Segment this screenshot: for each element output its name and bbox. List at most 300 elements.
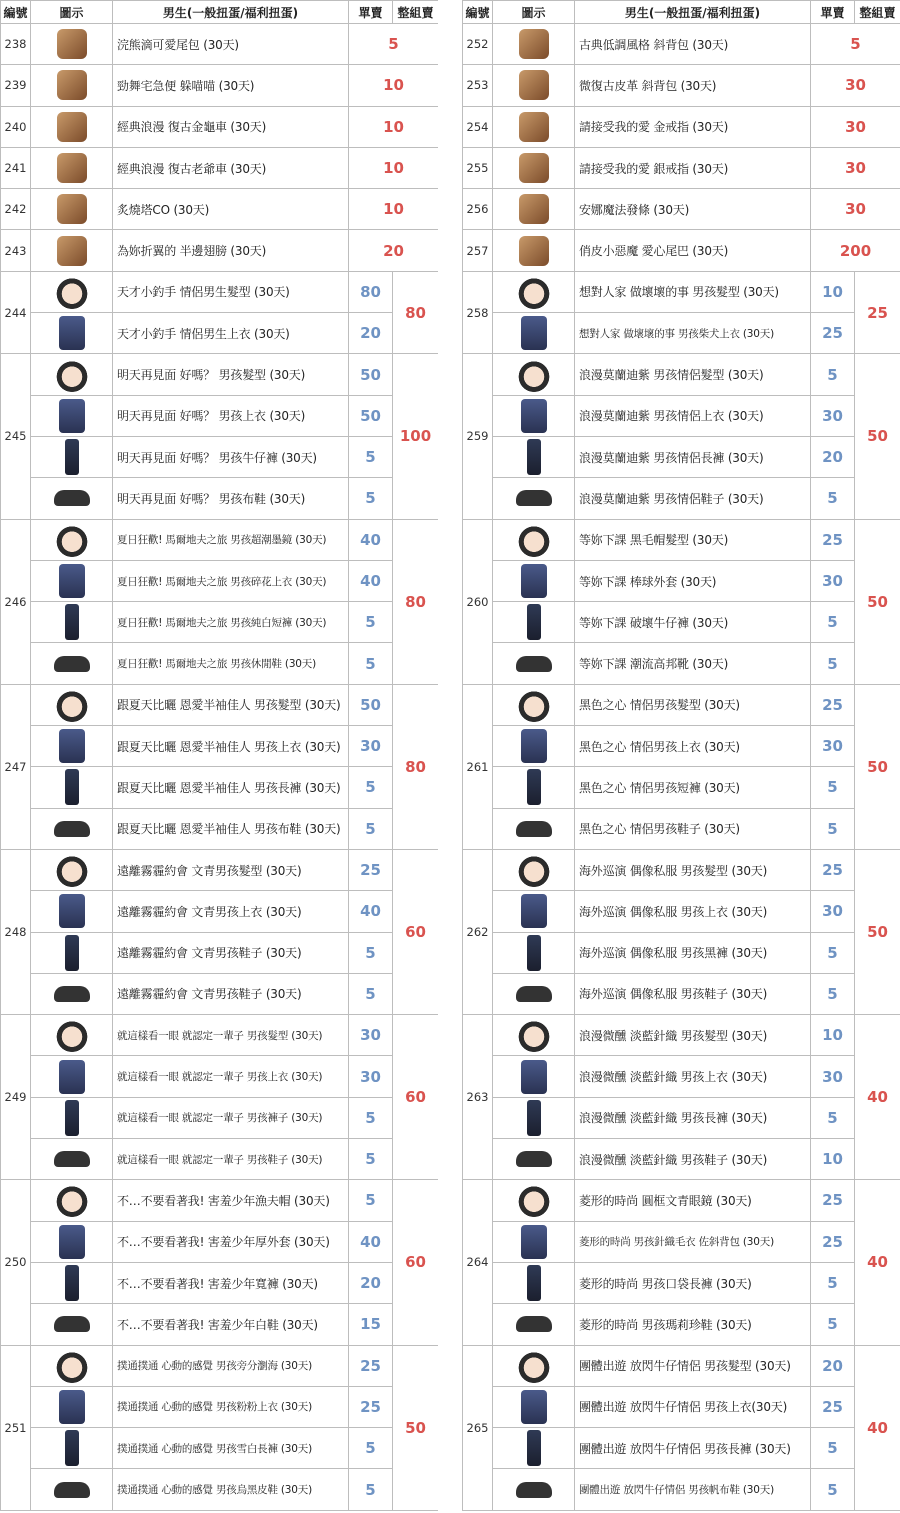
- item-image-cell: [31, 354, 113, 395]
- item-image-cell: [31, 65, 113, 106]
- left-table-body: [1, 24, 439, 1511]
- boots-icon: [516, 1316, 552, 1332]
- hair-icon: [55, 688, 89, 722]
- table-row: [463, 932, 900, 973]
- item-name: 勁舞宅急便 躲喵喵 (30天): [113, 65, 349, 106]
- item-number: 261: [463, 684, 493, 849]
- single-price: 30: [811, 1056, 855, 1097]
- hair-icon: [517, 275, 551, 309]
- item-name: 撲通撲通 心動的感覺 男孩烏黑皮鞋 (30天): [113, 1469, 349, 1510]
- item-name: 炙燒塔CO (30天): [113, 189, 349, 230]
- item-name: 海外巡演 偶像私服 男孩上衣 (30天): [575, 891, 811, 932]
- item-image-cell: [31, 271, 113, 312]
- set-price: 50: [855, 849, 900, 1014]
- item-image-cell: [31, 560, 113, 601]
- item-number: 248: [1, 849, 31, 1014]
- item-name: 黑色之心 情侶男孩髮型 (30天): [575, 684, 811, 725]
- item-name: 不…不要看著我! 害羞少年厚外套 (30天): [113, 1221, 349, 1262]
- hair-icon: [517, 688, 551, 722]
- table-row: [1, 189, 439, 230]
- item-image-cell: [493, 147, 575, 188]
- single-price: 20: [811, 1345, 855, 1386]
- set-price: 80: [393, 271, 439, 354]
- single-price: 5: [811, 1304, 855, 1345]
- single-price: 25: [811, 684, 855, 725]
- pants-icon: [65, 769, 79, 805]
- item-number: 240: [1, 106, 31, 147]
- single-price: 15: [349, 1304, 393, 1345]
- set-price: 80: [393, 684, 439, 849]
- table-row: [463, 808, 900, 849]
- glasses-icon: [517, 1183, 551, 1217]
- single-price: 25: [811, 519, 855, 560]
- right-price-table: [462, 0, 900, 1511]
- table-row: [1, 1304, 439, 1345]
- item-name: 就這樣看一眼 就認定一輩子 男孩褲子 (30天): [113, 1097, 349, 1138]
- single-price: 30: [811, 891, 855, 932]
- item-image-cell: [31, 147, 113, 188]
- item-image-cell: [31, 726, 113, 767]
- item-image-cell: [493, 808, 575, 849]
- shirt-icon: [521, 729, 547, 763]
- item-image-cell: [31, 849, 113, 890]
- item-name: 等妳下課 潮流高邦靴 (30天): [575, 643, 811, 684]
- item-name: 菱形的時尚 男孩口袋長褲 (30天): [575, 1262, 811, 1303]
- sweater-icon: [521, 1225, 547, 1259]
- boots-icon: [516, 656, 552, 672]
- item-image-cell: [31, 891, 113, 932]
- item-image-cell: [31, 478, 113, 519]
- item-name: 為妳折翼的 半邊翅膀 (30天): [113, 230, 349, 271]
- item-image-cell: [31, 189, 113, 230]
- single-price: 25: [349, 1345, 393, 1386]
- item-image-cell: [493, 478, 575, 519]
- hair-icon: [517, 1349, 551, 1383]
- table-row: [1, 767, 439, 808]
- set-price: 50: [855, 519, 900, 684]
- cat-pet-icon: [57, 70, 87, 100]
- item-image-cell: [493, 726, 575, 767]
- single-price: 30: [811, 147, 900, 188]
- item-name: 經典浪漫 復古老爺車 (30天): [113, 147, 349, 188]
- octopus-icon: [57, 194, 87, 224]
- leather-bag-icon: [519, 70, 549, 100]
- hair-icon: [517, 853, 551, 887]
- shirt-icon: [521, 894, 547, 928]
- item-name: 撲通撲通 心動的感覺 男孩雪白長褲 (30天): [113, 1428, 349, 1469]
- item-name: 就這樣看一眼 就認定一輩子 男孩髮型 (30天): [113, 1015, 349, 1056]
- table-row: [463, 1139, 900, 1180]
- table-row: [463, 1304, 900, 1345]
- single-price: 20: [811, 436, 855, 477]
- item-name: 撲通撲通 心動的感覺 男孩粉粉上衣 (30天): [113, 1386, 349, 1427]
- table-row: [1, 1345, 439, 1386]
- item-image-cell: [493, 1386, 575, 1427]
- table-row: [463, 65, 900, 106]
- table-row: [463, 147, 900, 188]
- item-image-cell: [493, 1015, 575, 1056]
- crossbody-bag-icon: [519, 29, 549, 59]
- hair-icon: [55, 1349, 89, 1383]
- item-image-cell: [493, 1304, 575, 1345]
- shoes-icon: [54, 656, 90, 672]
- single-price: 5: [349, 643, 393, 684]
- item-name: 浪漫微醺 淡藍針織 男孩鞋子 (30天): [575, 1139, 811, 1180]
- hair-icon: [517, 1018, 551, 1052]
- item-image-cell: [31, 767, 113, 808]
- item-name: 微復古皮革 斜背包 (30天): [575, 65, 811, 106]
- set-price: 80: [393, 519, 439, 684]
- item-number: 251: [1, 1345, 31, 1510]
- single-price: 40: [349, 519, 393, 560]
- table-row: [463, 1262, 900, 1303]
- single-price: 5: [811, 24, 900, 65]
- hair-icon: [55, 523, 89, 557]
- header-number: 編號: [463, 1, 493, 24]
- header-single-price: 單賣: [811, 1, 855, 24]
- item-image-cell: [493, 1180, 575, 1221]
- table-row: [1, 1428, 439, 1469]
- single-price: 5: [811, 767, 855, 808]
- table-row: [1, 1386, 439, 1427]
- shirt-icon: [59, 399, 85, 433]
- table-row: [463, 1015, 900, 1056]
- item-name: 經典浪漫 復古金龜車 (30天): [113, 106, 349, 147]
- set-price: 50: [855, 354, 900, 519]
- item-name: 不…不要看著我! 害羞少年寬褲 (30天): [113, 1262, 349, 1303]
- item-number: 255: [463, 147, 493, 188]
- item-image-cell: [31, 1386, 113, 1427]
- item-name: 不…不要看著我! 害羞少年白鞋 (30天): [113, 1304, 349, 1345]
- item-name: 明天再見面 好嗎？ 男孩上衣 (30天): [113, 395, 349, 436]
- item-image-cell: [493, 1221, 575, 1262]
- single-price: 5: [349, 973, 393, 1014]
- table-row: [463, 106, 900, 147]
- table-row: [1, 932, 439, 973]
- table-row: [1, 643, 439, 684]
- item-image-cell: [493, 767, 575, 808]
- pants-icon: [527, 439, 541, 475]
- single-price: 5: [811, 973, 855, 1014]
- table-row: [1, 602, 439, 643]
- header-set-price: 整組賣: [393, 1, 439, 24]
- pants-icon: [65, 1430, 79, 1466]
- item-name: 跟夏天比曬 恩愛半袖佳人 男孩長褲 (30天): [113, 767, 349, 808]
- table-row: [1, 973, 439, 1014]
- table-row: [1, 478, 439, 519]
- table-header-row: [463, 1, 900, 24]
- item-image-cell: [31, 1345, 113, 1386]
- item-number: 238: [1, 24, 31, 65]
- item-image-cell: [493, 1345, 575, 1386]
- item-image-cell: [31, 1304, 113, 1345]
- item-number: 256: [463, 189, 493, 230]
- table-row: [1, 106, 439, 147]
- item-number: 254: [463, 106, 493, 147]
- item-image-cell: [493, 932, 575, 973]
- item-name: 不…不要看著我! 害羞少年漁夫帽 (30天): [113, 1180, 349, 1221]
- table-row: [463, 436, 900, 477]
- item-name: 海外巡演 偶像私服 男孩髮型 (30天): [575, 849, 811, 890]
- set-price: 50: [393, 1345, 439, 1510]
- single-price: 5: [811, 808, 855, 849]
- shirt-icon: [59, 729, 85, 763]
- single-price: 10: [349, 106, 439, 147]
- item-image-cell: [493, 643, 575, 684]
- item-image-cell: [493, 602, 575, 643]
- table-row: [463, 189, 900, 230]
- single-price: 40: [349, 1221, 393, 1262]
- hair-icon: [55, 275, 89, 309]
- vintage-car-icon: [57, 153, 87, 183]
- table-row: [463, 1180, 900, 1221]
- item-name: 跟夏天比曬 恩愛半袖佳人 男孩髮型 (30天): [113, 684, 349, 725]
- shoes-icon: [54, 821, 90, 837]
- set-price: 60: [393, 1180, 439, 1345]
- shoes-icon: [516, 490, 552, 506]
- table-row: [1, 684, 439, 725]
- item-image-cell: [493, 65, 575, 106]
- shirt-icon: [59, 1060, 85, 1094]
- table-row: [463, 973, 900, 1014]
- hair-icon: [55, 358, 89, 392]
- table-row: [463, 684, 900, 725]
- item-name: 浣熊滴可愛尾包 (30天): [113, 24, 349, 65]
- single-price: 25: [349, 1386, 393, 1427]
- item-image-cell: [493, 271, 575, 312]
- hair-icon: [517, 523, 551, 557]
- set-price: 25: [855, 271, 900, 354]
- item-image-cell: [493, 560, 575, 601]
- item-name: 黑色之心 情侶男孩上衣 (30天): [575, 726, 811, 767]
- item-name: 古典低調風格 斜背包 (30天): [575, 24, 811, 65]
- item-number: 239: [1, 65, 31, 106]
- header-single-price: 單賣: [349, 1, 393, 24]
- single-price: 5: [349, 1469, 393, 1510]
- single-price: 5: [811, 354, 855, 395]
- single-price: 5: [811, 1428, 855, 1469]
- single-price: 10: [811, 1139, 855, 1180]
- set-price: 60: [393, 849, 439, 1014]
- hat-icon: [55, 1183, 89, 1217]
- item-name: 黑色之心 情侶男孩鞋子 (30天): [575, 808, 811, 849]
- item-image-cell: [493, 973, 575, 1014]
- shoes-icon: [516, 1151, 552, 1167]
- item-number: 253: [463, 65, 493, 106]
- item-name: 團體出遊 放閃牛仔情侶 男孩長褲 (30天): [575, 1428, 811, 1469]
- single-price: 10: [811, 271, 855, 312]
- item-image-cell: [31, 1428, 113, 1469]
- single-price: 5: [349, 932, 393, 973]
- item-image-cell: [31, 395, 113, 436]
- hair-icon: [55, 1018, 89, 1052]
- item-name: 浪漫莫蘭迪紫 男孩情侶長褲 (30天): [575, 436, 811, 477]
- single-price: 30: [811, 395, 855, 436]
- shirt-icon: [59, 316, 85, 350]
- single-price: 10: [349, 65, 439, 106]
- item-name: 等妳下課 破壞牛仔褲 (30天): [575, 602, 811, 643]
- raccoon-tail-icon: [57, 29, 87, 59]
- item-name: 浪漫莫蘭迪紫 男孩情侶鞋子 (30天): [575, 478, 811, 519]
- right-price-table-panel: [462, 0, 900, 1513]
- item-image-cell: [31, 932, 113, 973]
- table-row: [1, 808, 439, 849]
- item-image-cell: [31, 24, 113, 65]
- item-image-cell: [31, 808, 113, 849]
- pants-icon: [65, 439, 79, 475]
- single-price: 5: [811, 1469, 855, 1510]
- item-name: 夏日狂歡! 馬爾地夫之旅 男孩超潮墨鏡 (30天): [113, 519, 349, 560]
- shirt-icon: [521, 1390, 547, 1424]
- boots-icon: [516, 986, 552, 1002]
- item-name: 請接受我的愛 金戒指 (30天): [575, 106, 811, 147]
- table-row: [463, 519, 900, 560]
- shoes-icon: [54, 1151, 90, 1167]
- single-price: 5: [349, 1180, 393, 1221]
- table-row: [1, 1469, 439, 1510]
- table-row: [1, 436, 439, 477]
- single-price: 30: [349, 726, 393, 767]
- item-name: 浪漫莫蘭迪紫 男孩情侶上衣 (30天): [575, 395, 811, 436]
- item-name: 就這樣看一眼 就認定一輩子 男孩鞋子 (30天): [113, 1139, 349, 1180]
- item-image-cell: [31, 106, 113, 147]
- item-number: 242: [1, 189, 31, 230]
- table-row: [1, 313, 439, 354]
- table-row: [1, 271, 439, 312]
- shoes-icon: [54, 986, 90, 1002]
- item-image-cell: [31, 1180, 113, 1221]
- silver-ring-icon: [519, 153, 549, 183]
- table-row: [1, 849, 439, 890]
- table-row: [463, 271, 900, 312]
- item-image-cell: [31, 519, 113, 560]
- item-image-cell: [31, 1469, 113, 1510]
- pants-icon: [527, 604, 541, 640]
- single-price: 5: [349, 478, 393, 519]
- item-name: 明天再見面 好嗎？ 男孩牛仔褲 (30天): [113, 436, 349, 477]
- item-image-cell: [31, 643, 113, 684]
- single-price: 5: [349, 24, 439, 65]
- item-name: 等妳下課 棒球外套 (30天): [575, 560, 811, 601]
- item-name: 想對人家 做壞壞的事 男孩柴犬上衣 (30天): [575, 313, 811, 354]
- item-name: 團體出遊 放閃牛仔情侶 男孩髮型 (30天): [575, 1345, 811, 1386]
- table-row: [463, 849, 900, 890]
- single-price: 25: [349, 849, 393, 890]
- item-name: 浪漫微醺 淡藍針織 男孩上衣 (30天): [575, 1056, 811, 1097]
- table-row: [1, 1015, 439, 1056]
- table-row: [463, 1469, 900, 1510]
- shirt-icon: [59, 894, 85, 928]
- item-name: 浪漫微醺 淡藍針織 男孩髮型 (30天): [575, 1015, 811, 1056]
- table-row: [1, 1056, 439, 1097]
- item-name: 撲通撲通 心動的感覺 男孩旁分瀏海 (30天): [113, 1345, 349, 1386]
- hair-icon: [517, 358, 551, 392]
- item-image-cell: [31, 1015, 113, 1056]
- single-price: 10: [349, 189, 439, 230]
- item-name: 菱形的時尚 男孩瑪莉珍鞋 (30天): [575, 1304, 811, 1345]
- header-name: 男生(一般扭蛋/福利扭蛋): [113, 1, 349, 24]
- single-price: 40: [349, 560, 393, 601]
- item-image-cell: [493, 189, 575, 230]
- single-price: 5: [349, 436, 393, 477]
- table-row: [1, 24, 439, 65]
- item-name: 遠離霧霾約會 文青男孩鞋子 (30天): [113, 973, 349, 1014]
- table-row: [463, 891, 900, 932]
- item-image-cell: [493, 1056, 575, 1097]
- shoes-icon: [516, 821, 552, 837]
- shirt-icon: [521, 316, 547, 350]
- item-name: 天才小釣手 情侶男生髮型 (30天): [113, 271, 349, 312]
- shoes-icon: [516, 1482, 552, 1498]
- table-row: [463, 24, 900, 65]
- single-price: 5: [349, 602, 393, 643]
- single-price: 25: [811, 1221, 855, 1262]
- hair-icon: [55, 853, 89, 887]
- item-number: 252: [463, 24, 493, 65]
- single-price: 25: [811, 1386, 855, 1427]
- single-price: 30: [811, 726, 855, 767]
- item-name: 海外巡演 偶像私服 男孩黑褲 (30天): [575, 932, 811, 973]
- item-image-cell: [493, 230, 575, 271]
- table-row: [1, 65, 439, 106]
- item-image-cell: [31, 313, 113, 354]
- header-name: 男生(一般扭蛋/福利扭蛋): [575, 1, 811, 24]
- item-number: 263: [463, 1015, 493, 1180]
- item-image-cell: [493, 891, 575, 932]
- single-price: 50: [349, 354, 393, 395]
- table-row: [463, 478, 900, 519]
- item-image-cell: [31, 602, 113, 643]
- item-image-cell: [31, 1139, 113, 1180]
- shirt-icon: [59, 564, 85, 598]
- item-number: 249: [1, 1015, 31, 1180]
- item-image-cell: [493, 1262, 575, 1303]
- item-number: 250: [1, 1180, 31, 1345]
- right-table-body: [463, 24, 900, 1511]
- item-image-cell: [31, 436, 113, 477]
- table-header-row: [1, 1, 439, 24]
- item-number: 265: [463, 1345, 493, 1510]
- devil-tail-icon: [519, 236, 549, 266]
- single-price: 50: [349, 684, 393, 725]
- table-row: [1, 1180, 439, 1221]
- item-name: 請接受我的愛 銀戒指 (30天): [575, 147, 811, 188]
- shirt-icon: [521, 399, 547, 433]
- set-price: 60: [393, 1015, 439, 1180]
- shoes-icon: [54, 490, 90, 506]
- single-price: 20: [349, 313, 393, 354]
- table-row: [1, 1097, 439, 1138]
- table-row: [463, 1221, 900, 1262]
- item-image-cell: [493, 313, 575, 354]
- header-icon: 圖示: [493, 1, 575, 24]
- item-number: 262: [463, 849, 493, 1014]
- item-number: 258: [463, 271, 493, 354]
- column-divider: [438, 0, 462, 1513]
- item-image-cell: [31, 1262, 113, 1303]
- single-price: 50: [349, 395, 393, 436]
- item-image-cell: [31, 1056, 113, 1097]
- table-row: [1, 354, 439, 395]
- item-image-cell: [31, 1097, 113, 1138]
- single-price: 5: [349, 1139, 393, 1180]
- windup-key-icon: [519, 194, 549, 224]
- table-row: [463, 354, 900, 395]
- item-number: 246: [1, 519, 31, 684]
- single-price: 5: [811, 1262, 855, 1303]
- table-row: [463, 1345, 900, 1386]
- set-price: 100: [393, 354, 439, 519]
